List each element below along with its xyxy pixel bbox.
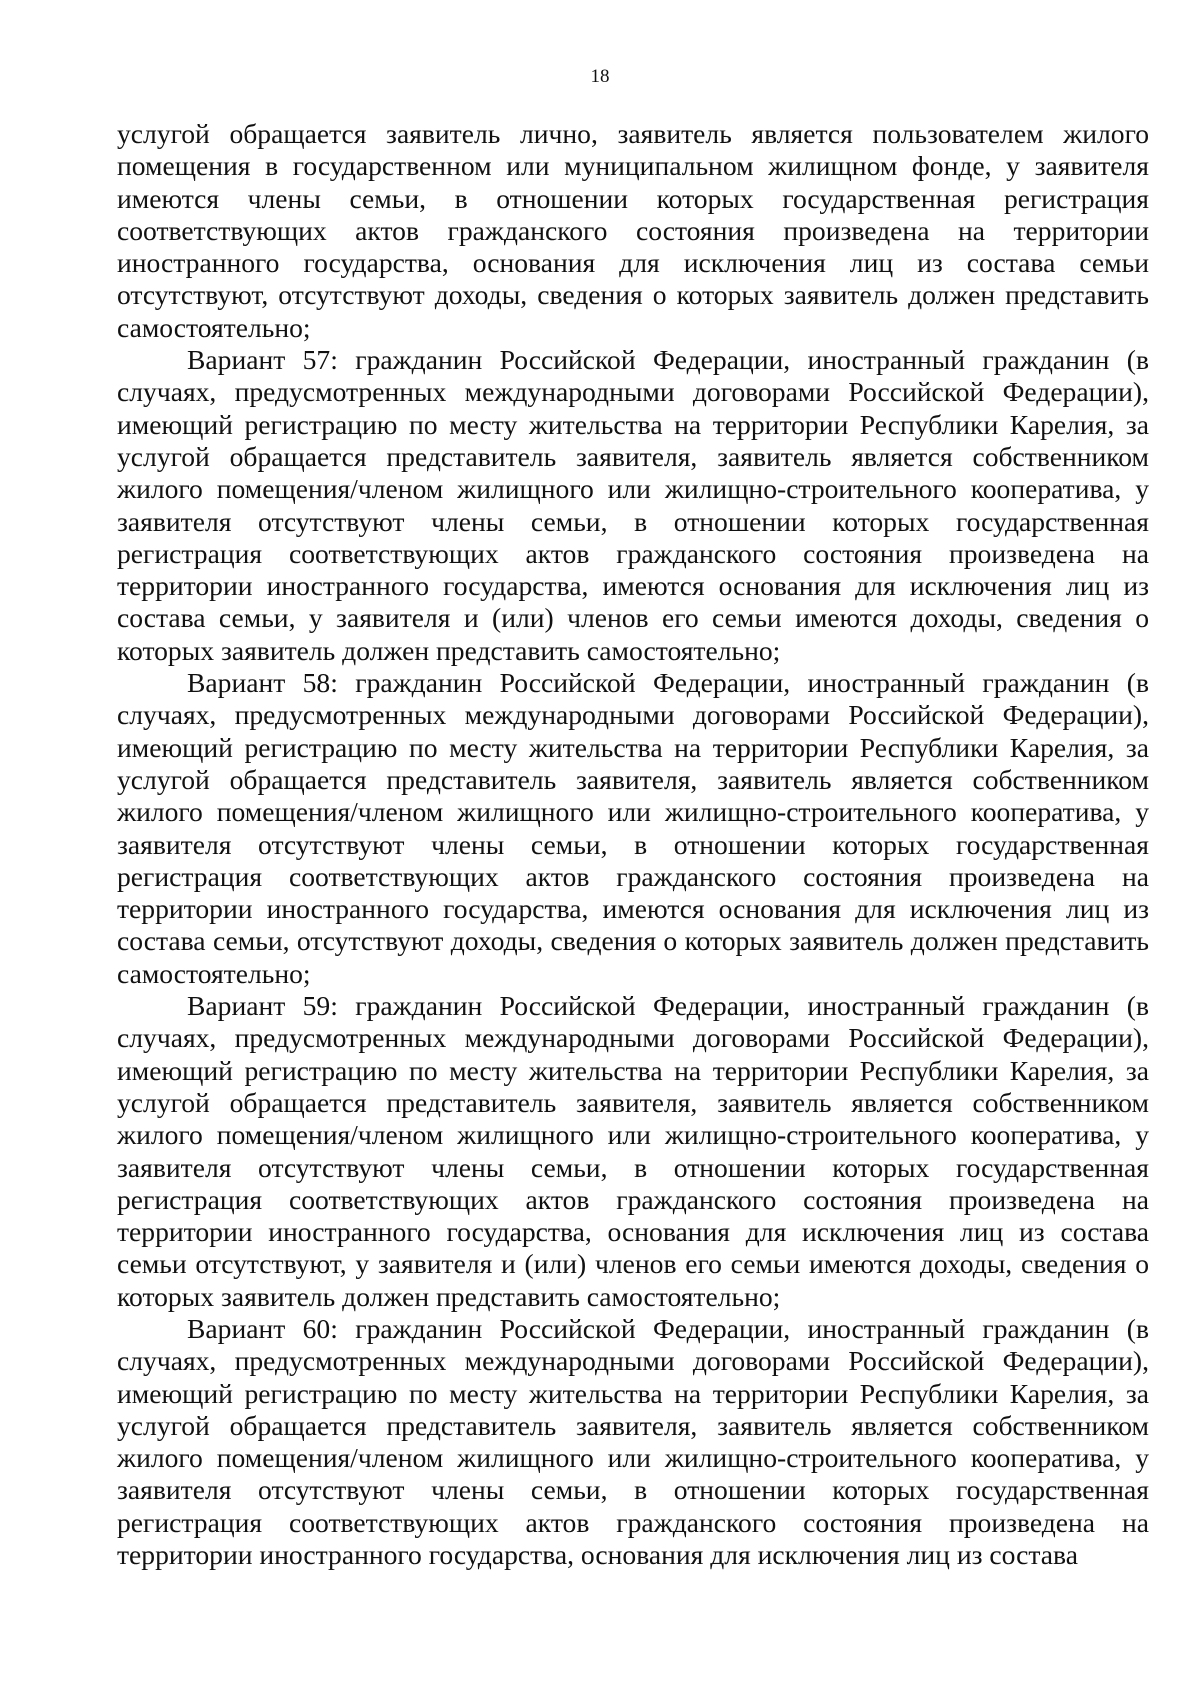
page-number: 18: [590, 66, 610, 87]
document-body: [117, 118, 1149, 1571]
paragraph-variant-60: Вариант 60: гражданин Российской Федерации, иностранный гражданин (в случаях, предусмотренных международными договорами Российской Федерации), имеющий регистрацию по месту жительства на территории Республики Карелия, за услугой обращается представитель заявителя, заявитель является собственником жилого помещения/членом жилищного или жилищно-строительного кооператива, у заявителя отсутствуют члены семьи, в отношении которых государственная регистрация соответствующих актов гражданского состояния произведена на территории иностранного государства, основания для исключения лиц из состава: [117, 1312, 1149, 1571]
paragraph-variant-59: Вариант 59: гражданин Российской Федерации, иностранный гражданин (в случаях, предусмотренных международными договорами Российской Федерации), имеющий регистрацию по месту жительства на территории Республики Карелия, за услугой обращается представитель заявителя, заявитель является собственником жилого помещения/членом жилищного или жилищно-строительного кооператива, у заявителя отсутствуют члены семьи, в отношении которых государственная регистрация соответствующих актов гражданского состояния произведена на территории иностранного государства, основания для исключения лиц из состава семьи отсутствуют, у заявителя и (или) членов его семьи имеются доходы, сведения о которых заявитель должен представить самостоятельно;: [117, 990, 1149, 1312]
paragraph-variant-57: Вариант 57: гражданин Российской Федерации, иностранный гражданин (в случаях, предусмотренных международными договорами Российской Федерации), имеющий регистрацию по месту жительства на территории Республики Карелия, за услугой обращается представитель заявителя, заявитель является собственником жилого помещения/членом жилищного или жилищно-строительного кооператива, у заявителя отсутствуют члены семьи, в отношении которых государственная регистрация соответствующих актов гражданского состояния произведена на территории иностранного государства, имеются основания для исключения лиц из состава семьи, у заявителя и (или) членов его семьи имеются доходы, сведения о которых заявитель должен представить самостоятельно;: [117, 344, 1149, 666]
paragraph-continuation: услугой обращается заявитель лично, заявитель является пользователем жилого помещения в государственном или муниципальном жилищном фонде, у заявителя имеются члены семьи, в отношении которых государственная регистрация соответствующих актов гражданского состояния произведена на территории иностранного государства, основания для исключения лиц из состава семьи отсутствуют, отсутствуют доходы, сведения о которых заявитель должен представить самостоятельно;: [117, 118, 1149, 343]
paragraph-variant-58: Вариант 58: гражданин Российской Федерации, иностранный гражданин (в случаях, предусмотренных международными договорами Российской Федерации), имеющий регистрацию по месту жительства на территории Республики Карелия, за услугой обращается представитель заявителя, заявитель является собственником жилого помещения/членом жилищного или жилищно-строительного кооператива, у заявителя отсутствуют члены семьи, в отношении которых государственная регистрация соответствующих актов гражданского состояния произведена на территории иностранного государства, имеются основания для исключения лиц из состава семьи, отсутствуют доходы, сведения о которых заявитель должен представить самостоятельно;: [117, 667, 1149, 989]
